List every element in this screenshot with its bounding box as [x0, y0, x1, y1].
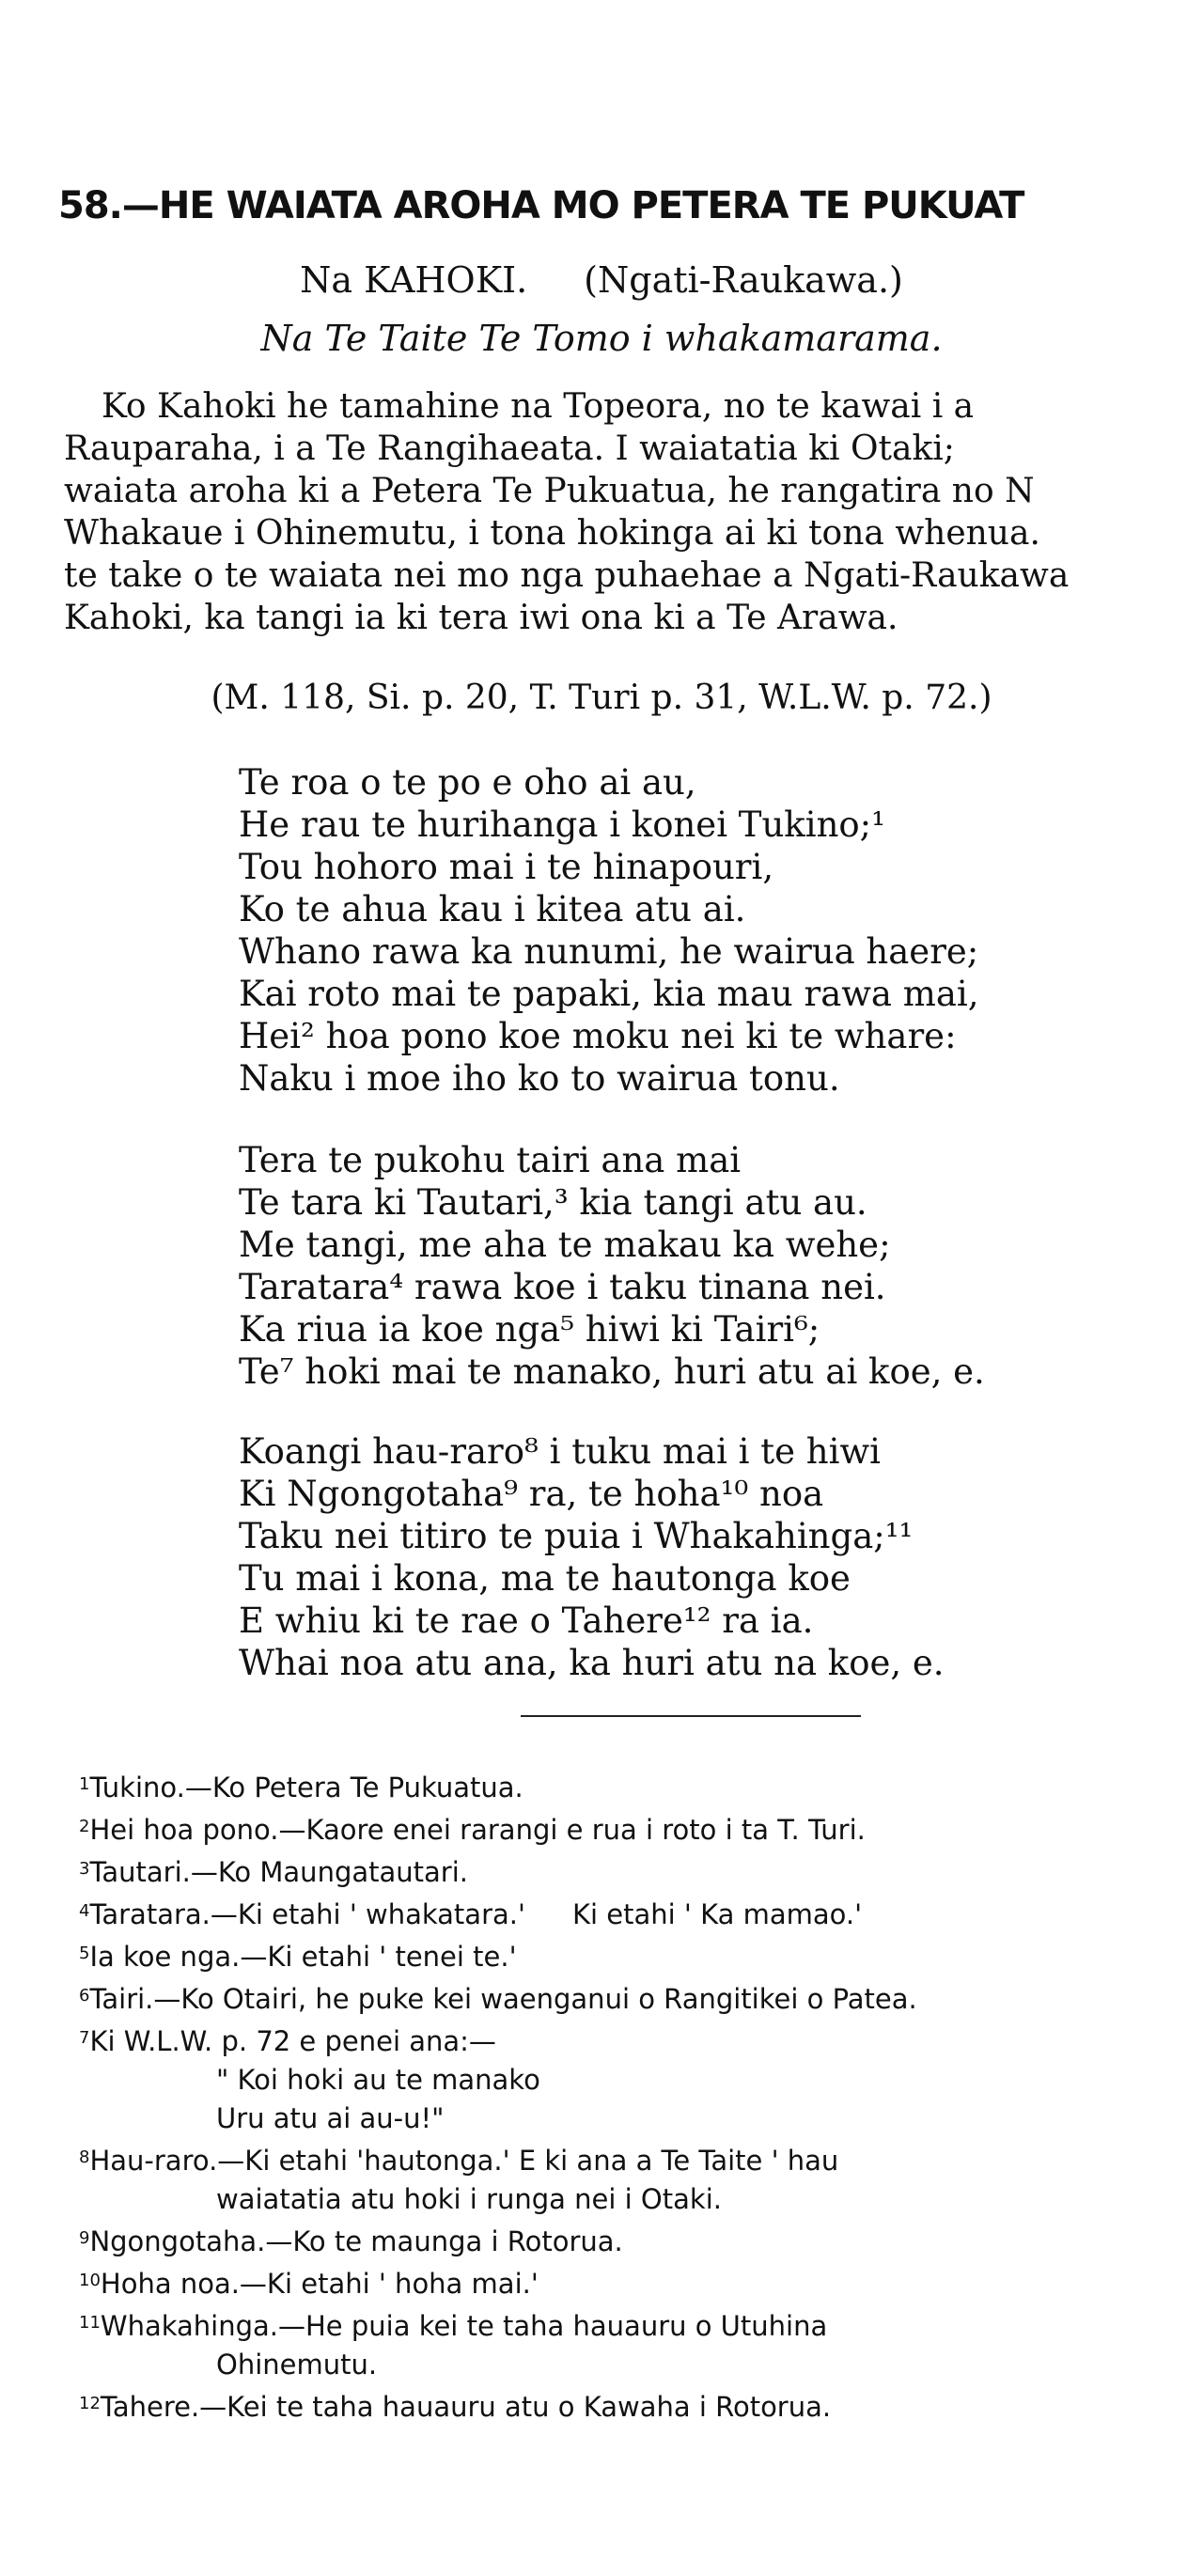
- footnote: [79, 2384, 1203, 2427]
- author-name: Na KAHOKI.: [300, 259, 528, 301]
- footnote-text: Ki W.L.W. p. 72 e penei ana:—: [89, 2025, 496, 2057]
- footnote-number: 12: [79, 2394, 101, 2413]
- intro-line: Ko Kahoki he tamahine na Topeora, no te kawai i a: [102, 387, 975, 426]
- footnote: [79, 1765, 1203, 1807]
- footnote: [79, 1850, 1203, 1892]
- verse-line: Koangi hau-raro⁸ i tuku mai i te hiwi: [239, 1431, 881, 1472]
- verse-line: Taku nei titiro te puia i Whakahinga;¹¹: [239, 1516, 914, 1556]
- footnote-text: Tukino.—Ko Petera Te Pukuatua.: [89, 1772, 523, 1803]
- footnote-text: Hei hoa pono.—Kaore enei rarangi e rua i roto i ta T. Turi.: [89, 1814, 866, 1846]
- footnote-text: Ngongotaha.—Ko te maunga i Rotorua.: [89, 2225, 623, 2257]
- footnote: [79, 1976, 1203, 2019]
- stanza-3: [239, 1430, 1179, 1684]
- editor-line: Na Te Taite Te Tomo i whakamarama.: [260, 318, 943, 359]
- footnote-continuation: Uru atu ai au-u!": [216, 2102, 445, 2134]
- section-divider: [521, 1715, 861, 1717]
- footnote-number: 10: [79, 2271, 101, 2290]
- footnote-number: 8: [79, 2147, 90, 2167]
- footnote-text: Taratara.—Ki etahi ' whakatara.': [89, 1898, 525, 1930]
- author-line: [0, 259, 1203, 301]
- footnote-number: 6: [79, 1986, 90, 2006]
- source-references: (M. 118, Si. p. 20, T. Turi p. 31, W.L.W. p. 72.): [211, 679, 992, 717]
- verse-line: Kai roto mai te papaki, kia mau rawa mai,: [239, 974, 979, 1014]
- footnote-number: 2: [79, 1817, 90, 1836]
- verse-line: Naku i moe iho ko to wairua tonu.: [239, 1058, 840, 1099]
- verse-line: He rau te hurihanga i konei Tukino;¹: [239, 804, 885, 845]
- verse-line: E whiu ki te rae o Tahere¹² ra ia.: [239, 1600, 814, 1641]
- verse-line: Tou hohoro mai i te hinapouri,: [239, 847, 774, 887]
- footnote-text: Hau-raro.—Ki etahi 'hautonga.' E ki ana a Te Taite ' hau: [89, 2145, 839, 2177]
- footnote: [79, 1892, 1203, 1934]
- footnote-number: 7: [79, 2028, 90, 2048]
- intro-line: waiata aroha ki a Petera Te Pukuatua, he rangatira no N: [64, 472, 1035, 510]
- footnote-text: Whakahinga.—He puia kei te taha hauauru o Utuhina: [100, 2310, 828, 2342]
- song-title: 58.—HE WAIATA AROHA MO PETERA TE PUKUAT: [58, 184, 1024, 227]
- verse-line: Te⁷ hoki mai te manako, huri atu ai koe, e.: [239, 1351, 985, 1392]
- footnote-text: Tairi.—Ko Otairi, he puke kei waenganui o Rangitikei o Patea.: [89, 1983, 917, 2015]
- verse-line: Ko te ahua kau i kitea atu ai.: [239, 889, 746, 929]
- footnote-number: 1: [79, 1774, 90, 1794]
- verse-line: Whano rawa ka nunumi, he wairua haere;: [239, 931, 979, 972]
- footnote-continuation: Ohinemutu.: [216, 2349, 378, 2381]
- footnote-text: Tahere.—Kei te taha hauauru atu o Kawaha i Rotorua.: [100, 2391, 832, 2423]
- footnote-text-alt: Ki etahi ' Ka mamao.': [571, 1898, 863, 1930]
- footnote: [79, 2138, 1203, 2219]
- footnote-number: 11: [79, 2313, 101, 2333]
- footnote: [79, 2019, 1203, 2138]
- footnote: [79, 2219, 1203, 2261]
- stanza-2: [239, 1139, 1179, 1393]
- verse-line: Taratara⁴ rawa koe i taku tinana nei.: [239, 1267, 886, 1307]
- footnote-text: Ia koe nga.—Ki etahi ' tenei te.': [89, 1941, 517, 1973]
- stanza-1: [239, 761, 1179, 1100]
- footnote-number: 5: [79, 1944, 90, 1963]
- footnote: [79, 1807, 1203, 1850]
- footnote-number: 3: [79, 1859, 90, 1879]
- footnote: [79, 2303, 1203, 2384]
- verse-line: Tu mai i kona, ma te hautonga koe: [239, 1558, 851, 1599]
- tribe-name: (Ngati-Raukawa.): [584, 259, 903, 301]
- verse-line: Ki Ngongotaha⁹ ra, te hoha¹⁰ noa: [239, 1474, 824, 1514]
- footnotes: [79, 1765, 1203, 2427]
- verse-line: Whai noa atu ana, ka huri atu na koe, e.: [239, 1643, 945, 1683]
- footnote-text: Hoha noa.—Ki etahi ' hoha mai.': [100, 2268, 539, 2300]
- footnote-continuation: waiatatia atu hoki i runga nei i Otaki.: [216, 2183, 722, 2215]
- footnote-number: 4: [79, 1901, 90, 1921]
- footnote-number: 9: [79, 2228, 90, 2248]
- footnote: [79, 1934, 1203, 1976]
- verse-line: Tera te pukohu tairi ana mai: [239, 1140, 742, 1180]
- verse-line: Me tangi, me aha te makau ka wehe;: [239, 1225, 891, 1265]
- intro-line: Kahoki, ka tangi ia ki tera iwi ona ki a Te Arawa.: [64, 599, 898, 637]
- intro-line: Rauparaha, i a Te Rangihaeata. I waiatatia ki Otaki;: [64, 429, 955, 468]
- intro-line: te take o te waiata nei mo nga puhaehae a Ngati-Raukawa: [64, 556, 1070, 595]
- verse-line: Te tara ki Tautari,³ kia tangi atu au.: [239, 1182, 867, 1223]
- verse-line: Ka riua ia koe nga⁵ hiwi ki Tairi⁶;: [239, 1309, 820, 1350]
- intro-line: Whakaue i Ohinemutu, i tona hokinga ai ki tona whenua.: [64, 514, 1040, 553]
- verse-line: Te roa o te po e oho ai au,: [239, 762, 696, 803]
- footnote-text: Tautari.—Ko Maungatautari.: [89, 1856, 468, 1888]
- footnote-continuation: " Koi hoki au te manako: [216, 2064, 540, 2096]
- footnote: [79, 2261, 1203, 2303]
- verse-line: Hei² hoa pono koe moku nei ki te whare:: [239, 1016, 957, 1056]
- intro-paragraph: [64, 385, 1203, 639]
